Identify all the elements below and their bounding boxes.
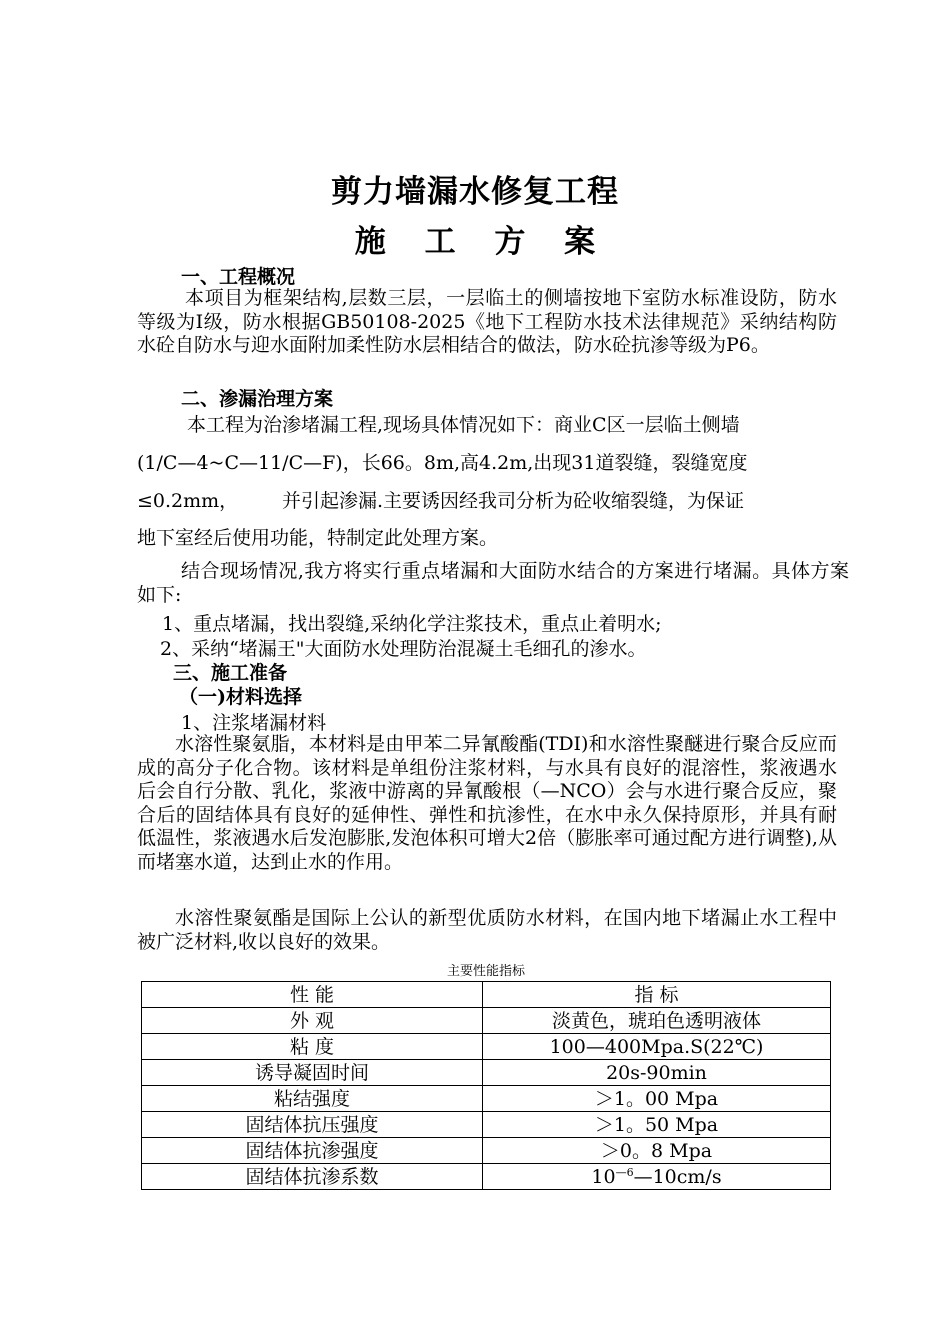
coefficient-exponent: —6 [615, 1165, 634, 1179]
table-row [142, 1060, 831, 1086]
section2-line1: 本工程为治渗堵漏工程,现场具体情况如下：商业C区一层临土侧墙 [187, 414, 740, 436]
section3-paragraph2: 水溶性聚氨酯是国际上公认的新型优质防水材料，在国内地下堵漏止水工程中被广泛材料,收以良好的效果。 [137, 907, 837, 953]
table-row [142, 1008, 831, 1034]
section3-sub1-1: 1、注浆堵漏材料 [181, 712, 327, 734]
section1-heading: 一、工程概况 [181, 266, 296, 288]
table-header-cell: 性 能 [142, 982, 483, 1008]
table-cell-value: ＞1。00 Mpa [483, 1086, 831, 1112]
table-cell-property: 固结体抗压强度 [142, 1112, 483, 1138]
table-row [142, 1086, 831, 1112]
table-row [142, 1034, 831, 1060]
table-row [142, 1164, 831, 1190]
section1-body: 本项目为框架结构,层数三层，一层临土的侧墙按地下室防水标准设防，防水等级为Ⅰ级，防水根据GB50108-2025《地下工程防水技术法律规范》采纳结构防水砼自防水与迎水面附加柔性防水层相结合的做法，防水砼抗渗等级为P6。 [137, 287, 837, 356]
table-cell-value [483, 1164, 831, 1190]
section2-paragraph2: 结合现场情况,我方将实行重点堵漏和大面防水结合的方案进行堵漏。具体方案如下: [137, 560, 849, 606]
section2-item1: 1、重点堵漏，找出裂缝,采纳化学注浆技术，重点止着明水; [162, 613, 662, 635]
document-title: 剪力墙漏水修复工程 [331, 174, 619, 210]
table-cell-property: 诱导凝固时间 [142, 1060, 483, 1086]
table-cell-value: 淡黄色，琥珀色透明液体 [483, 1008, 831, 1034]
document-subtitle: 施 工 方 案 [354, 224, 610, 260]
table-caption: 主要性能指标 [446, 964, 525, 979]
table-cell-property: 固结体抗渗系数 [142, 1164, 483, 1190]
section3-sub1: （一)材料选择 [179, 686, 302, 708]
table-cell-property: 粘结强度 [142, 1086, 483, 1112]
section2-line3b: 并引起渗漏.主要诱因经我司分析为砼收缩裂缝，为保证 [282, 490, 745, 512]
table-header-cell: 指 标 [483, 982, 831, 1008]
section2-line3a: ≤0.2mm， [137, 490, 239, 512]
section3-heading: 三、施工准备 [173, 662, 288, 684]
section2-heading: 二、渗漏治理方案 [181, 388, 334, 410]
table-row [142, 1138, 831, 1164]
table-cell-property: 粘 度 [142, 1034, 483, 1060]
table-cell-property: 固结体抗渗强度 [142, 1138, 483, 1164]
section2-line2: (1/C—4~C—11/C—F)，长66。8m,高4.2m,出现31道裂缝，裂缝宽度 [137, 452, 748, 474]
table-cell-value: ＞0。8 Mpa [483, 1138, 831, 1164]
section2-item2: 2、采纳“堵漏王"大面防水处理防治混凝土毛细孔的渗水。 [160, 638, 647, 660]
performance-table [141, 981, 831, 1190]
table-row [142, 1112, 831, 1138]
coefficient-tail: —10cm/s [633, 1165, 722, 1188]
section3-paragraph1: 水溶性聚氨脂，本材料是由甲苯二异氰酸酯(TDI)和水溶性聚醚进行聚合反应而成的高分子化合物。该材料是单组份注浆材料，与水具有良好的混溶性，浆液遇水后会自行分散、乳化，浆液中游离的异氰酸根（—NCO）会与水进行聚合反应，聚合后的固结体具有良好的延伸性、弹性和抗渗性，在水中永久保持原形，并具有耐低温性，浆液遇水后发泡膨胀,发泡体积可增大2倍（膨胀率可通过配方进行调整),从而堵塞水道，达到止水的作用。 [137, 733, 837, 873]
table-header-row [142, 982, 831, 1008]
table-cell-value: 20s-90min [483, 1060, 831, 1086]
table-cell-value: ＞1。50 Mpa [483, 1112, 831, 1138]
table-cell-value: 100—400Mpa.S(22℃) [483, 1034, 831, 1060]
coefficient-base: 10 [591, 1165, 616, 1188]
section2-line4: 地下室经后使用功能，特制定此处理方案。 [137, 527, 499, 549]
table-cell-property: 外 观 [142, 1008, 483, 1034]
